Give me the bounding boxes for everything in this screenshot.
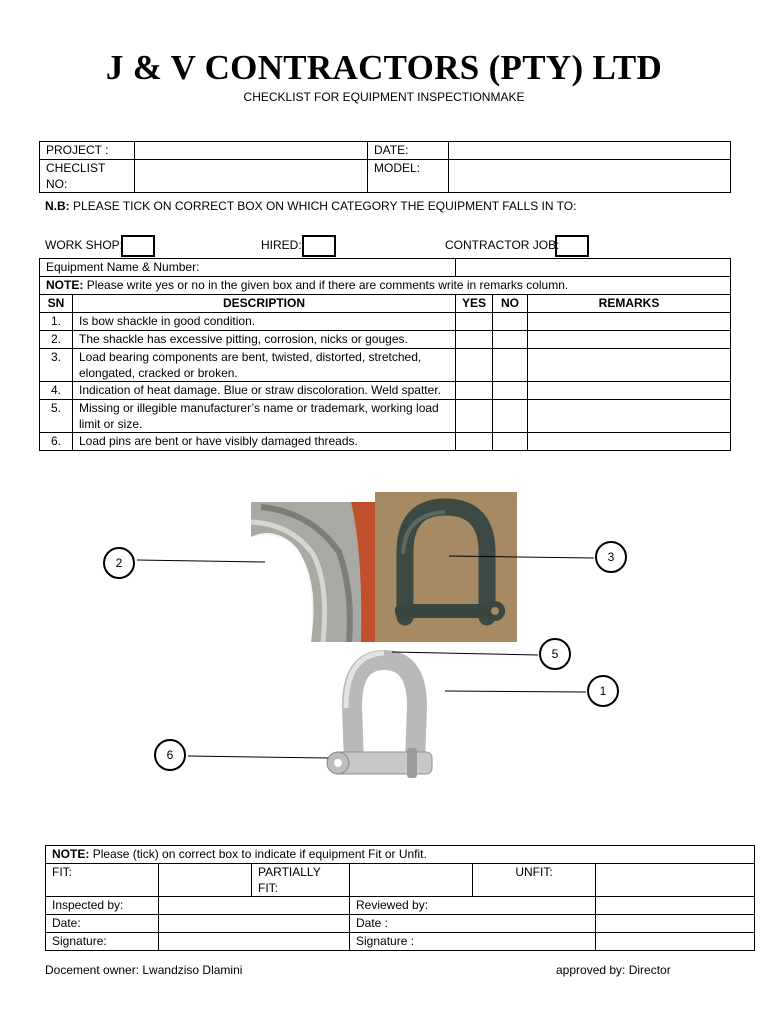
callout-6: 6: [154, 739, 186, 771]
project-label: PROJECT :: [40, 142, 135, 160]
row-sn: 1.: [40, 313, 73, 331]
col-no: NO: [493, 295, 528, 313]
workshop-label: WORK SHOP:: [45, 238, 124, 252]
approved-by: approved by: Director: [556, 963, 671, 977]
col-sn: SN: [40, 295, 73, 313]
signature-right-label: Signature :: [350, 933, 596, 951]
date-right-field[interactable]: [596, 915, 755, 933]
callout-2: 2: [103, 547, 135, 579]
checklist-note-prefix: NOTE:: [46, 278, 84, 292]
callout-5: 5: [539, 638, 571, 670]
model-label: MODEL:: [368, 160, 449, 193]
result-note: [46, 846, 755, 864]
row-sn: 4.: [40, 382, 73, 400]
inspected-by-label: Inspected by:: [46, 897, 159, 915]
callout-3: 3: [595, 541, 627, 573]
row-description: Load bearing components are bent, twisted, distorted, stretched, elongated, cracked or broken.: [73, 349, 456, 382]
date-label: DATE:: [368, 142, 449, 160]
document-owner: Docement owner: Lwandziso Dlamini: [45, 963, 243, 977]
unfit-label: UNFIT:: [473, 864, 596, 897]
equipment-name-label: Equipment Name & Number:: [40, 259, 456, 277]
partially-fit-label: PARTIALLY FIT:: [252, 864, 350, 897]
date-left-field[interactable]: [159, 915, 350, 933]
row-description: Load pins are bent or have visibly damaged threads.: [73, 433, 456, 451]
hired-label: HIRED:: [261, 238, 302, 252]
unfit-checkbox[interactable]: [596, 864, 755, 897]
result-note-text: Please (tick) on correct box to indicate if equipment Fit or Unfit.: [92, 847, 427, 861]
signature-left-field[interactable]: [159, 933, 350, 951]
result-note-prefix: NOTE:: [52, 847, 90, 861]
signature-right-field[interactable]: [596, 933, 755, 951]
col-remarks: REMARKS: [528, 295, 731, 313]
row-description: Indication of heat damage. Blue or straw discoloration. Weld spatter.: [73, 382, 456, 400]
row-sn: 3.: [40, 349, 73, 382]
reviewed-by-field[interactable]: [596, 897, 755, 915]
document-subtitle: CHECKLIST FOR EQUIPMENT INSPECTIONMAKE: [243, 90, 525, 104]
nb-text: PLEASE TICK ON CORRECT BOX ON WHICH CATEGORY THE EQUIPMENT FALLS IN TO:: [73, 199, 577, 213]
signature-left-label: Signature:: [46, 933, 159, 951]
col-yes: YES: [456, 295, 493, 313]
date-right-label: Date :: [350, 915, 596, 933]
checklist-no-label: CHECLIST NO:: [40, 160, 135, 193]
fit-label: FIT:: [46, 864, 159, 897]
partially-fit-checkbox[interactable]: [350, 864, 473, 897]
callout-1: 1: [587, 675, 619, 707]
inspection-result-table: [45, 845, 755, 951]
row-sn: 6.: [40, 433, 73, 451]
row-description: Is bow shackle in good condition.: [73, 313, 456, 331]
nb-prefix: N.B:: [45, 199, 70, 213]
row-sn: 5.: [40, 400, 73, 433]
checklist-note-text: Please write yes or no in the given box and if there are comments write in remarks column.: [86, 278, 569, 292]
fit-checkbox[interactable]: [159, 864, 252, 897]
company-title: J & V CONTRACTORS (PTY) LTD: [105, 48, 663, 87]
date-left-label: Date:: [46, 915, 159, 933]
col-description: DESCRIPTION: [73, 295, 456, 313]
row-sn: 2.: [40, 331, 73, 349]
contractor-job-label: CONTRACTOR JOB:: [445, 238, 560, 252]
row-description: Missing or illegible manufacturer’s name or trademark, working load limit or size.: [73, 400, 456, 433]
row-description: The shackle has excessive pitting, corrosion, nicks or gouges.: [73, 331, 456, 349]
reviewed-by-label: Reviewed by:: [350, 897, 596, 915]
inspected-by-field[interactable]: [159, 897, 350, 915]
